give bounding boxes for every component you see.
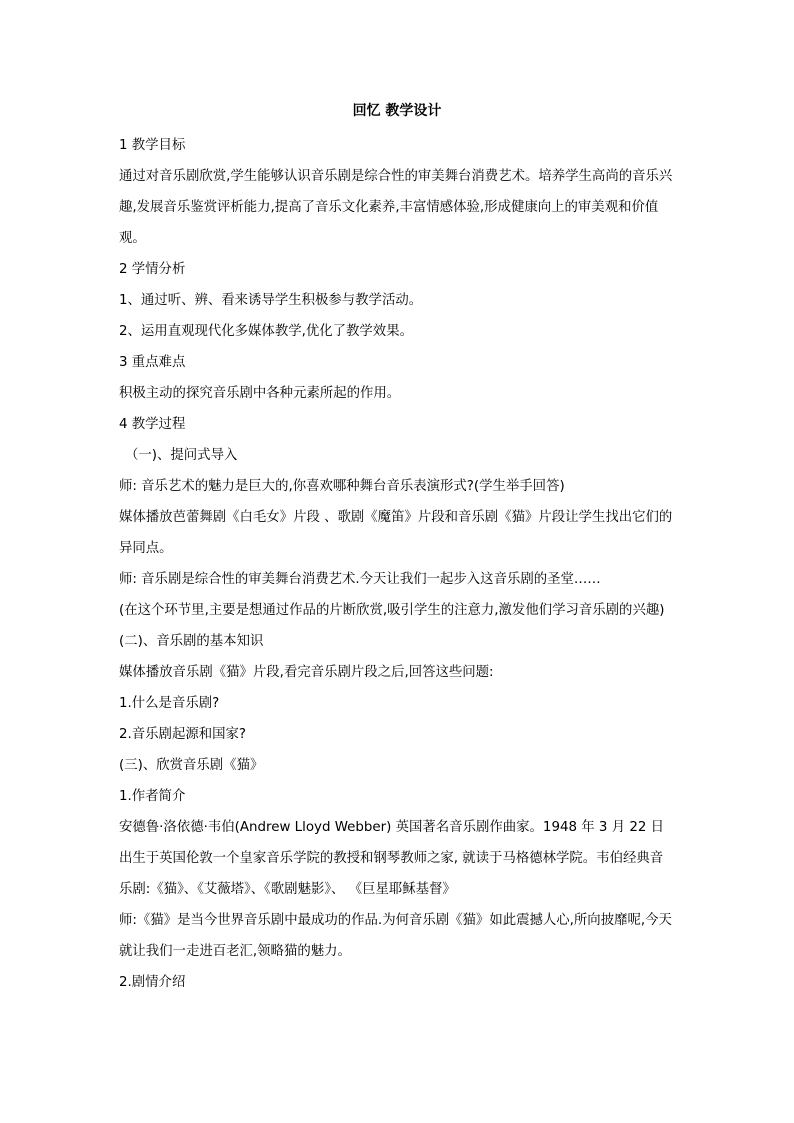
subsection-heading-basics: (二)、音乐剧的基本知识 — [119, 634, 264, 649]
question-item-1: 1.什么是音乐剧? — [119, 696, 220, 711]
section-heading-key-points: 3 重点难点 — [119, 355, 186, 370]
subsection-heading-appreciation: (三)、欣赏音乐剧《猫》 — [119, 758, 264, 773]
section-heading-objectives: 1 教学目标 — [119, 138, 186, 153]
paragraph-teacher-question: 师: 音乐艺术的魅力是巨大的,你喜欢哪种舞台音乐表演形式?(学生举手回答) — [119, 479, 565, 494]
subsection-heading-intro: （一)、提问式导入 — [125, 448, 238, 463]
paragraph-objectives: 通过对音乐剧欣赏,学生能够认识音乐剧是综合性的审美舞台消费艺术。培养学生高尚的音乐兴趣,发展音乐鉴赏评析能力,提高了音乐文化素养,丰富情感体验,形成健康向上的审美观和价值观。 — [119, 169, 673, 246]
question-item-2: 2.音乐剧起源和国家? — [119, 727, 247, 742]
list-item-analysis-1: 1、通过听、辨、看来诱导学生积极参与教学活动。 — [119, 293, 423, 308]
paragraph-media-cats: 媒体播放音乐剧《猫》片段,看完音乐剧片段之后,回答这些问题: — [119, 665, 494, 680]
paragraph-media-play: 媒体播放芭蕾舞剧《白毛女》片段 、歌剧《魔笛》片段和音乐剧《猫》片段让学生找出它们的异同点。 — [119, 510, 673, 556]
item-heading-plot: 2.剧情介绍 — [119, 975, 186, 990]
section-heading-process: 4 教学过程 — [119, 417, 186, 432]
paragraph-key-points: 积极主动的探究音乐剧中各种元素所起的作用。 — [119, 386, 401, 401]
paragraph-teacher-intro: 师: 音乐剧是综合性的审美舞台消费艺术.今天让我们一起步入这音乐剧的圣堂…… — [119, 572, 601, 587]
section-heading-analysis: 2 学情分析 — [119, 262, 186, 277]
document-body — [119, 130, 675, 998]
item-heading-author: 1.作者简介 — [119, 789, 186, 804]
paragraph-author: 安德鲁·洛依德·韦伯(Andrew Lloyd Webber) 英国著名音乐剧作曲家。1948 年 3 月 22 日出生于英国伦敦一个皇家音乐学院的教授和钢琴教师之家, 就读于马格德林学院。韦伯经典音乐剧:《猫》、《艾薇塔》、《歌剧魅影》、 《巨星耶稣基督》 — [119, 820, 665, 897]
list-item-analysis-2: 2、运用直观现代化多媒体教学,优化了教学效果。 — [119, 324, 413, 339]
paragraph-teacher-cats: 师:《猫》是当今世界音乐剧中最成功的作品.为何音乐剧《猫》如此震撼人心,所向披靡呢,今天就让我们一走进百老汇,领略猫的魅力。 — [119, 913, 672, 959]
paragraph-note: (在这个环节里,主要是想通过作品的片断欣赏,吸引学生的注意力,激发他们学习音乐剧的兴趣) — [119, 603, 665, 618]
document-title: 回忆 教学设计 — [352, 103, 442, 119]
